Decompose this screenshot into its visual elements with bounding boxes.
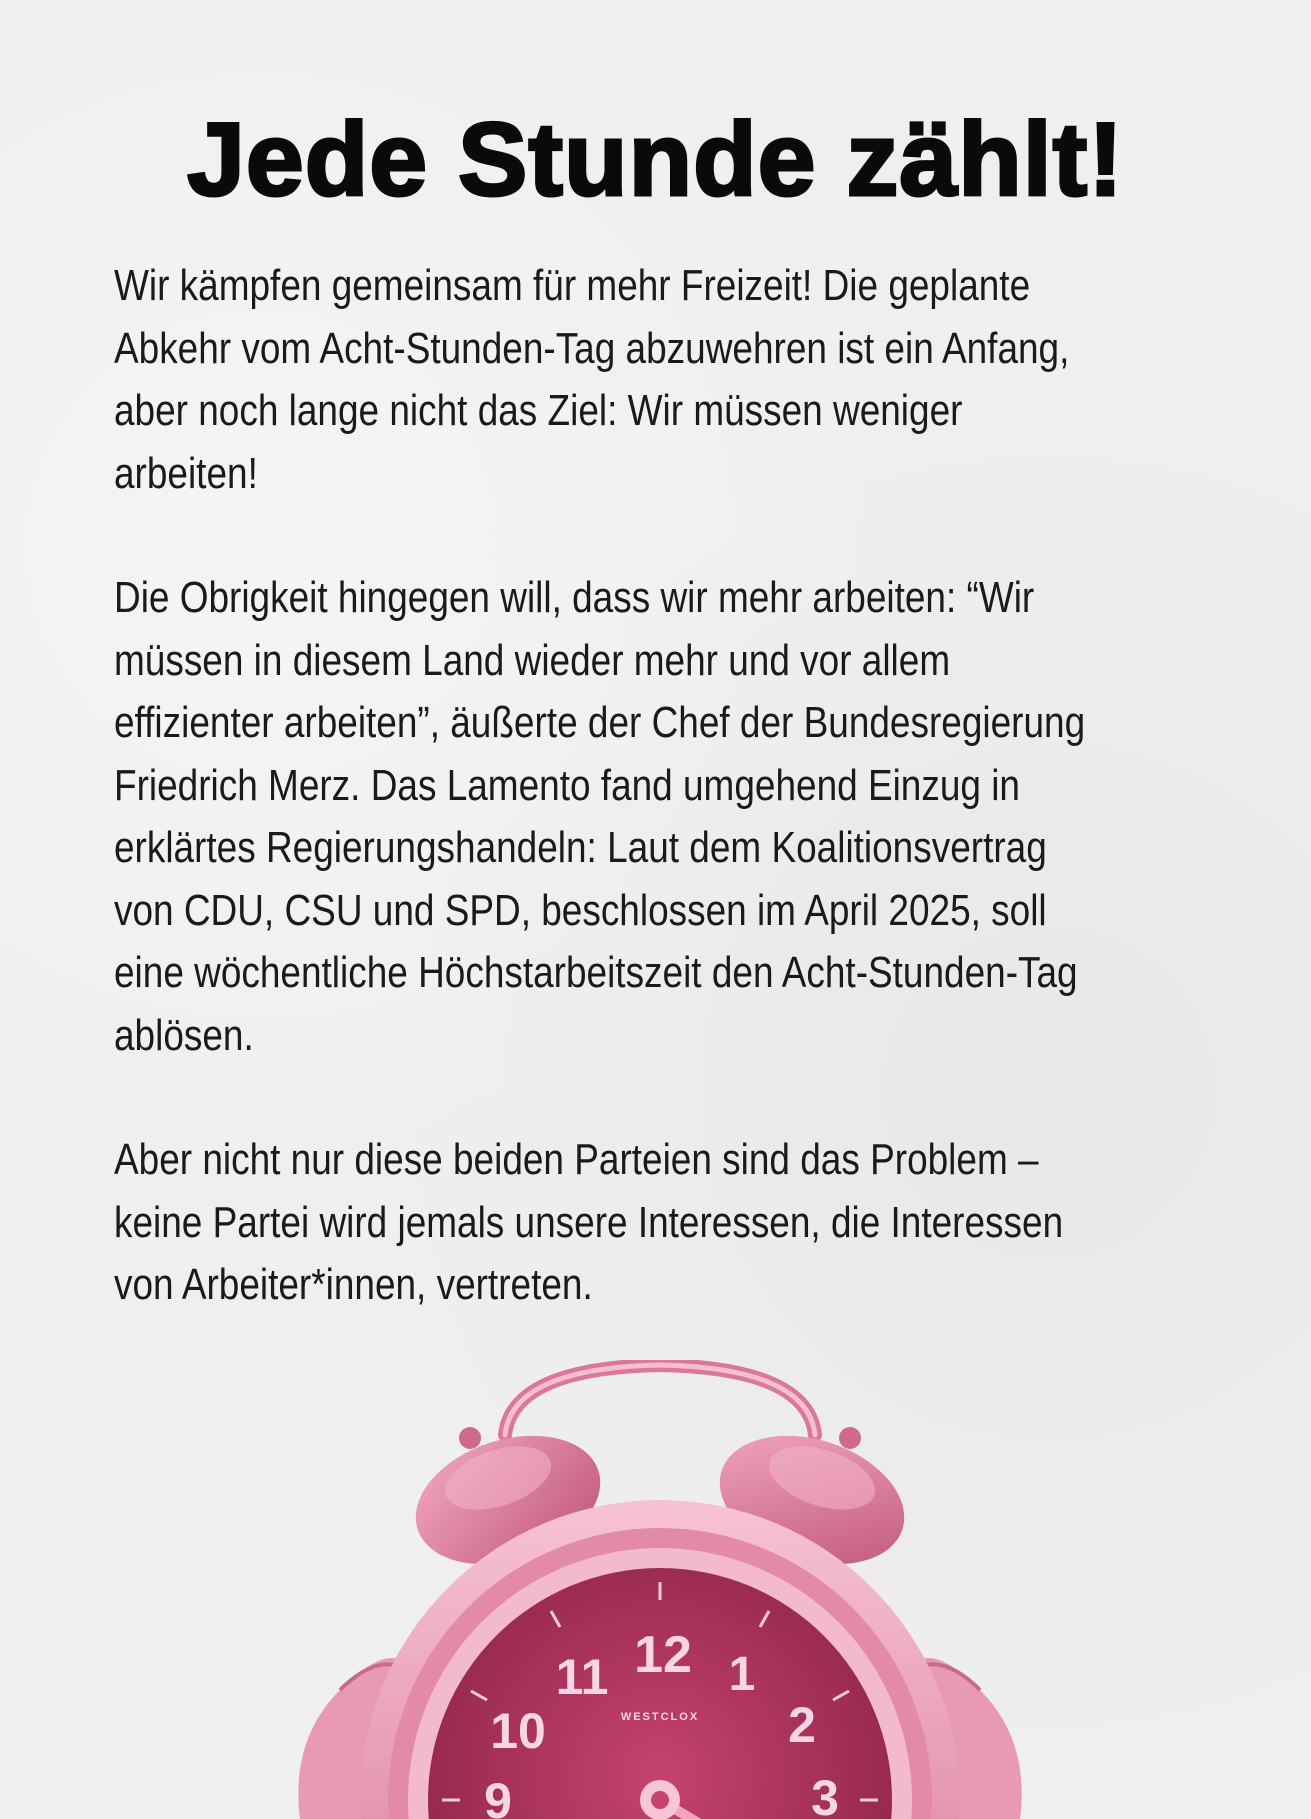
text-line: Abkehr vom Acht-Stunden-Tag abzuwehren ist ein Anfang,: [114, 323, 1070, 373]
clock-handle: [505, 1365, 815, 1435]
text-line: keine Partei wird jemals unsere Interessen, die Interessen: [114, 1197, 1064, 1247]
text-line: erklärtes Regierungshandeln: Laut dem Koalitionsvertrag: [114, 823, 1047, 872]
headline: Jede Stunde zählt!: [187, 102, 1124, 218]
text-line: Friedrich Merz. Das Lamento fand umgehend Einzug in: [114, 760, 1020, 810]
text-line: aber noch lange nicht das Ziel: Wir müssen weniger: [114, 386, 963, 435]
numeral-2: 2: [788, 1697, 816, 1753]
clock-brand: WESTCLOX: [620, 1711, 700, 1723]
numeral-11: 11: [555, 1649, 609, 1705]
text-line: müssen in diesem Land wieder mehr und vor allem: [114, 635, 951, 685]
numeral-9: 9: [484, 1773, 512, 1819]
text-line: von Arbeiter*innen, vertreten.: [114, 1260, 593, 1309]
numeral-12: 12: [634, 1626, 692, 1684]
paragraph-2: [114, 567, 1214, 1067]
text-line: arbeiten!: [114, 448, 258, 498]
text-line: von CDU, CSU und SPD, beschlossen im April 2025, soll: [114, 885, 1047, 935]
text-line: effizienter arbeiten”, äußerte der Chef der Bundesregierung: [114, 698, 1086, 747]
text-line: Wir kämpfen gemeinsam für mehr Freizeit! Die geplante: [114, 261, 1031, 310]
paragraph-3: [114, 1129, 1214, 1317]
paragraph-1: [114, 255, 1214, 505]
numeral-3: 3: [811, 1770, 839, 1819]
body-text: [114, 255, 1214, 1379]
alarm-clock-icon: [280, 1360, 1040, 1819]
text-line: eine wöchentliche Höchstarbeitszeit den Acht-Stunden-Tag: [114, 948, 1078, 997]
text-line: Die Obrigkeit hingegen will, dass wir mehr arbeiten: “Wir: [114, 573, 1035, 622]
text-line: Aber nicht nur diese beiden Parteien sind das Problem –: [114, 1135, 1039, 1184]
numeral-1: 1: [728, 1648, 756, 1701]
text-line: ablösen.: [114, 1010, 254, 1060]
numeral-10: 10: [490, 1703, 546, 1759]
